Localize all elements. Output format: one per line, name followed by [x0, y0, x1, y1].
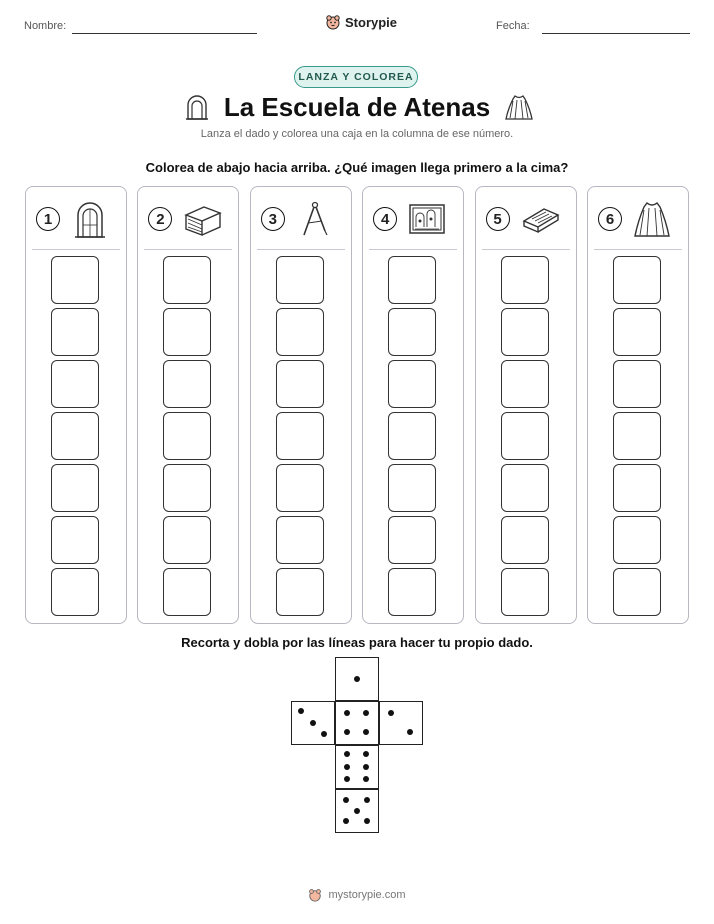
- die-face-4: [335, 701, 379, 745]
- brand-name: Storypie: [345, 14, 398, 30]
- color-box[interactable]: [51, 360, 99, 408]
- column-number: 4: [373, 207, 397, 231]
- color-box[interactable]: [501, 516, 549, 564]
- color-box[interactable]: [613, 568, 661, 616]
- column-number: 5: [486, 207, 510, 231]
- color-box[interactable]: [501, 568, 549, 616]
- die-pip: [343, 818, 349, 824]
- stone-tablet-icon: [520, 199, 560, 239]
- cloak-icon: [504, 93, 534, 121]
- die-pip: [321, 731, 327, 737]
- die-pip: [344, 776, 350, 782]
- die-pip: [343, 797, 349, 803]
- die-pip: [363, 729, 369, 735]
- date-line[interactable]: [542, 33, 690, 34]
- die-face-1: [335, 657, 379, 701]
- color-box[interactable]: [163, 360, 211, 408]
- color-box[interactable]: [501, 308, 549, 356]
- die-pip: [364, 818, 370, 824]
- die-face-2: [379, 701, 423, 745]
- color-box[interactable]: [613, 256, 661, 304]
- cloak-icon: [632, 199, 672, 239]
- color-box[interactable]: [388, 516, 436, 564]
- storypie-mascot-icon: [308, 888, 322, 902]
- color-box[interactable]: [613, 464, 661, 512]
- column-divider: [482, 249, 570, 250]
- die-pip: [344, 710, 350, 716]
- color-box[interactable]: [501, 464, 549, 512]
- color-box[interactable]: [51, 308, 99, 356]
- die-pip: [364, 797, 370, 803]
- column-number: 3: [261, 207, 285, 231]
- column-6: [587, 186, 689, 624]
- date-label: Fecha:: [496, 20, 530, 32]
- die-pip: [407, 729, 413, 735]
- color-box[interactable]: [276, 568, 324, 616]
- die-pip: [363, 751, 369, 757]
- die-pip: [344, 751, 350, 757]
- column-number: 1: [36, 207, 60, 231]
- die-pip: [344, 729, 350, 735]
- footer-url: mystorypie.com: [328, 889, 406, 901]
- color-box[interactable]: [613, 412, 661, 460]
- color-box[interactable]: [388, 568, 436, 616]
- fresco-painting-icon: [407, 199, 447, 239]
- column-number: 2: [148, 207, 172, 231]
- die-pip: [354, 676, 360, 682]
- compass-icon: [295, 199, 335, 239]
- die-face-5: [335, 789, 379, 833]
- color-box[interactable]: [388, 412, 436, 460]
- color-box[interactable]: [51, 256, 99, 304]
- die-pip: [363, 776, 369, 782]
- column-divider: [32, 249, 120, 250]
- coloring-instruction: Colorea de abajo hacia arriba. ¿Qué imagen llega primero a la cima?: [145, 160, 569, 175]
- color-box[interactable]: [501, 256, 549, 304]
- color-box[interactable]: [163, 464, 211, 512]
- die-pip: [363, 710, 369, 716]
- column-divider: [257, 249, 345, 250]
- color-box[interactable]: [501, 360, 549, 408]
- arch-window-icon: [70, 199, 110, 239]
- color-box[interactable]: [51, 412, 99, 460]
- color-box[interactable]: [51, 516, 99, 564]
- column-3: [250, 186, 352, 624]
- brand-logo: [325, 14, 397, 30]
- column-1: [25, 186, 127, 624]
- color-box[interactable]: [388, 308, 436, 356]
- page-title: La Escuela de Atenas: [223, 92, 491, 122]
- die-instruction: Recorta y dobla por las líneas para hacer tu propio dado.: [181, 635, 533, 650]
- color-box[interactable]: [276, 360, 324, 408]
- column-2: [137, 186, 239, 624]
- die-pip: [298, 708, 304, 714]
- color-box[interactable]: [51, 568, 99, 616]
- color-box[interactable]: [163, 516, 211, 564]
- color-box[interactable]: [276, 464, 324, 512]
- color-box[interactable]: [388, 464, 436, 512]
- book-stack-icon: [182, 199, 222, 239]
- die-face-3: [291, 701, 335, 745]
- column-4: [362, 186, 464, 624]
- color-box[interactable]: [163, 256, 211, 304]
- color-box[interactable]: [163, 568, 211, 616]
- color-box[interactable]: [163, 308, 211, 356]
- name-label: Nombre:: [24, 20, 67, 32]
- column-divider: [144, 249, 232, 250]
- die-pip: [344, 764, 350, 770]
- color-box[interactable]: [276, 516, 324, 564]
- color-box[interactable]: [51, 464, 99, 512]
- name-line[interactable]: [72, 33, 257, 34]
- color-box[interactable]: [163, 412, 211, 460]
- die-pip: [388, 710, 394, 716]
- color-box[interactable]: [276, 412, 324, 460]
- color-box[interactable]: [613, 360, 661, 408]
- color-box[interactable]: [276, 256, 324, 304]
- column-number: 6: [598, 207, 622, 231]
- color-box[interactable]: [613, 516, 661, 564]
- storypie-mascot-icon: [325, 14, 341, 30]
- color-box[interactable]: [276, 308, 324, 356]
- column-divider: [369, 249, 457, 250]
- die-face-6: [335, 745, 379, 789]
- column-5: [475, 186, 577, 624]
- color-box[interactable]: [501, 412, 549, 460]
- activity-badge: LANZA Y COLOREA: [294, 66, 418, 88]
- die-pip: [310, 720, 316, 726]
- die-pip: [354, 808, 360, 814]
- color-box[interactable]: [388, 256, 436, 304]
- column-divider: [594, 249, 682, 250]
- page-subtitle: Lanza el dado y colorea una caja en la columna de ese número.: [200, 128, 514, 140]
- footer: [0, 888, 714, 902]
- color-box[interactable]: [613, 308, 661, 356]
- color-box[interactable]: [388, 360, 436, 408]
- die-pip: [363, 764, 369, 770]
